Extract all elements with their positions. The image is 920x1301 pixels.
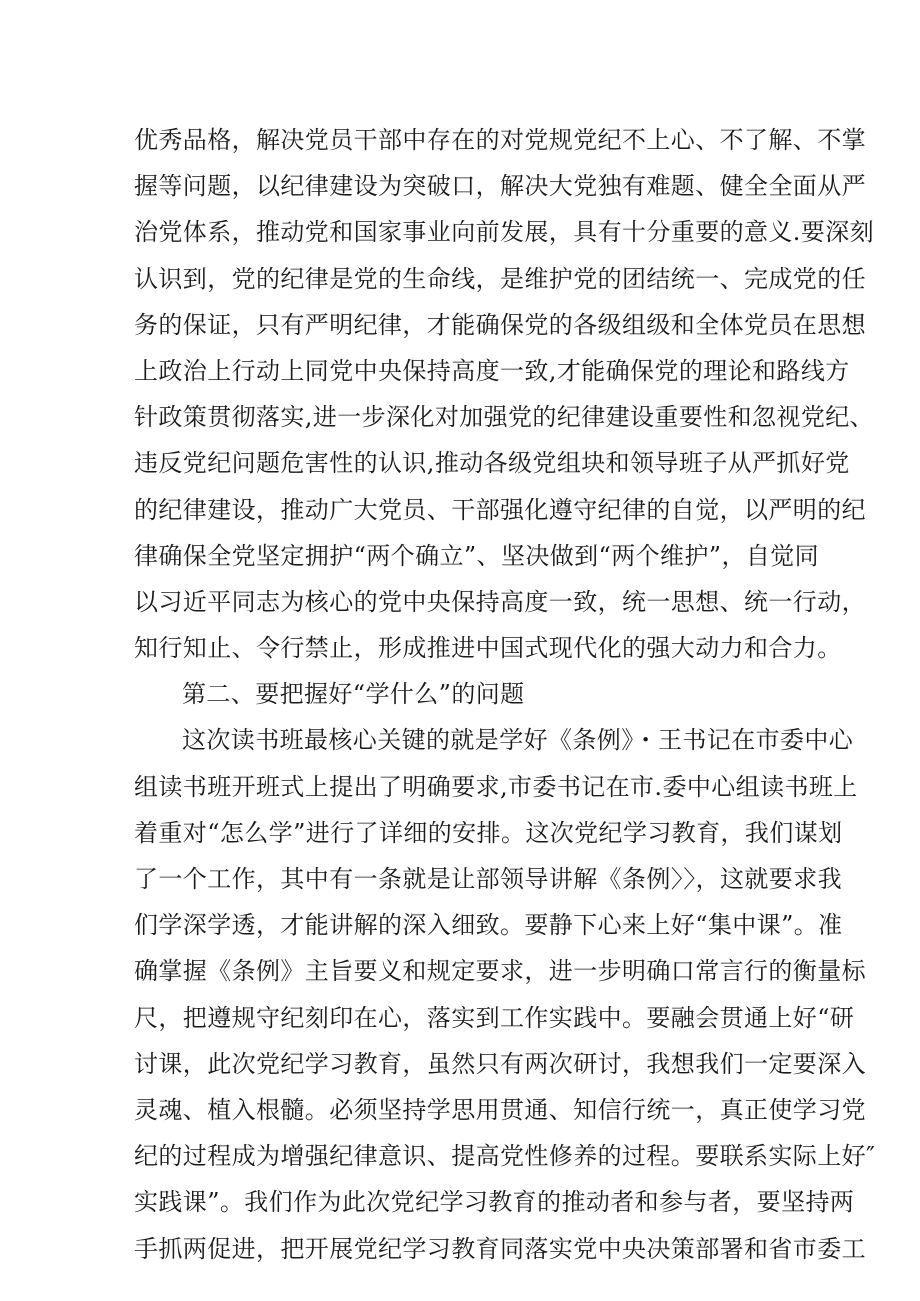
text-line: 尺，把遵规守纪刻印在心，落实到工作实践中。要融会贯通上好“研 xyxy=(134,1003,855,1032)
text-line: 以习近平同志为核心的党中央保持高度一致，统一思想、统一行动， xyxy=(134,587,866,616)
text-line: 知行知止、令行禁止，形成推进中国式现代化的强大动力和合力。 xyxy=(134,634,842,663)
text-line: 治党体系，推动党和国家事业向前发展，具有十分重要的意义.要深刻 xyxy=(134,218,875,247)
text-line: 律确保全党坚定拥护“两个确立”、坚决做到“两个维护”，自觉同 xyxy=(134,541,820,570)
text-line: 组读书班开班式上提出了明确要求,市委书记在市.委中心组读书班上 xyxy=(134,772,858,801)
text-line: 务的保证，只有严明纪律，才能确保党的各级组级和全体党员在思想 xyxy=(134,310,866,339)
text-line: 讨课，此次党纪学习教育，虽然只有两次研讨，我想我们一定要深入 xyxy=(134,1049,866,1078)
text-line: 握等问题，以纪律建设为突破口，解决大党独有难题、健全全面从严 xyxy=(134,172,866,201)
text-line: 确掌握《条例》主旨要义和规定要求，进一步明确口常言行的衡量标 xyxy=(134,957,866,986)
text-line: 纪的过程成为增强纪律意识、提高党性修养的过程。要联系实际上好″ xyxy=(134,1142,876,1171)
text-line: 的纪律建设，推动广大党员、干部强化遵守纪律的自觉，以严明的纪 xyxy=(134,495,866,524)
text-line: 手抓两促进，把开展党纪学习教育同落实党中央决策部署和省市委工 xyxy=(134,1234,866,1263)
body-text xyxy=(134,117,876,1272)
text-line: 上政治上行动上同党中央保持高度一致,才能确保党的理论和路线方 xyxy=(134,356,850,385)
text-line: 优秀品格，解决党员干部中存在的对党规党纪不上心、不了解、不掌 xyxy=(134,126,866,154)
text-line: 了一个工作，其中有一条就是让部领导讲解《条例〉〉，这就要求我 xyxy=(134,865,842,893)
text-line: 这次读书班最核心关键的就是学好《条例》・王书记在市委中心 xyxy=(182,726,854,755)
section-heading: 第二、要把握好“学什么”的问题 xyxy=(182,680,525,709)
text-line: 们学深学透，才能讲解的深入细致。要静下心来上好“集中课”。准 xyxy=(134,911,843,940)
text-line: 着重对“怎么学”进行了详细的安排。这次党纪学习教育，我们谋划 xyxy=(134,818,843,847)
text-line: 针政策贯彻落实,进一步深化对加强党的纪律建设重要性和忽视党纪、 xyxy=(134,403,875,432)
text-line: 实践课”。我们作为此次党纪学习教育的推动者和参与者，要坚持两 xyxy=(134,1188,855,1217)
text-line: 违反党纪问题危害性的认识,推动各级党组块和领导班子从严抓好党 xyxy=(134,449,850,478)
text-line: 灵魂、植入根髓。必须坚持学思用贯通、知信行统一，真正使学习党 xyxy=(134,1095,866,1124)
text-line: 认识到，党的纪律是党的生命线，是维护党的团结统一、完成党的任 xyxy=(134,264,866,293)
